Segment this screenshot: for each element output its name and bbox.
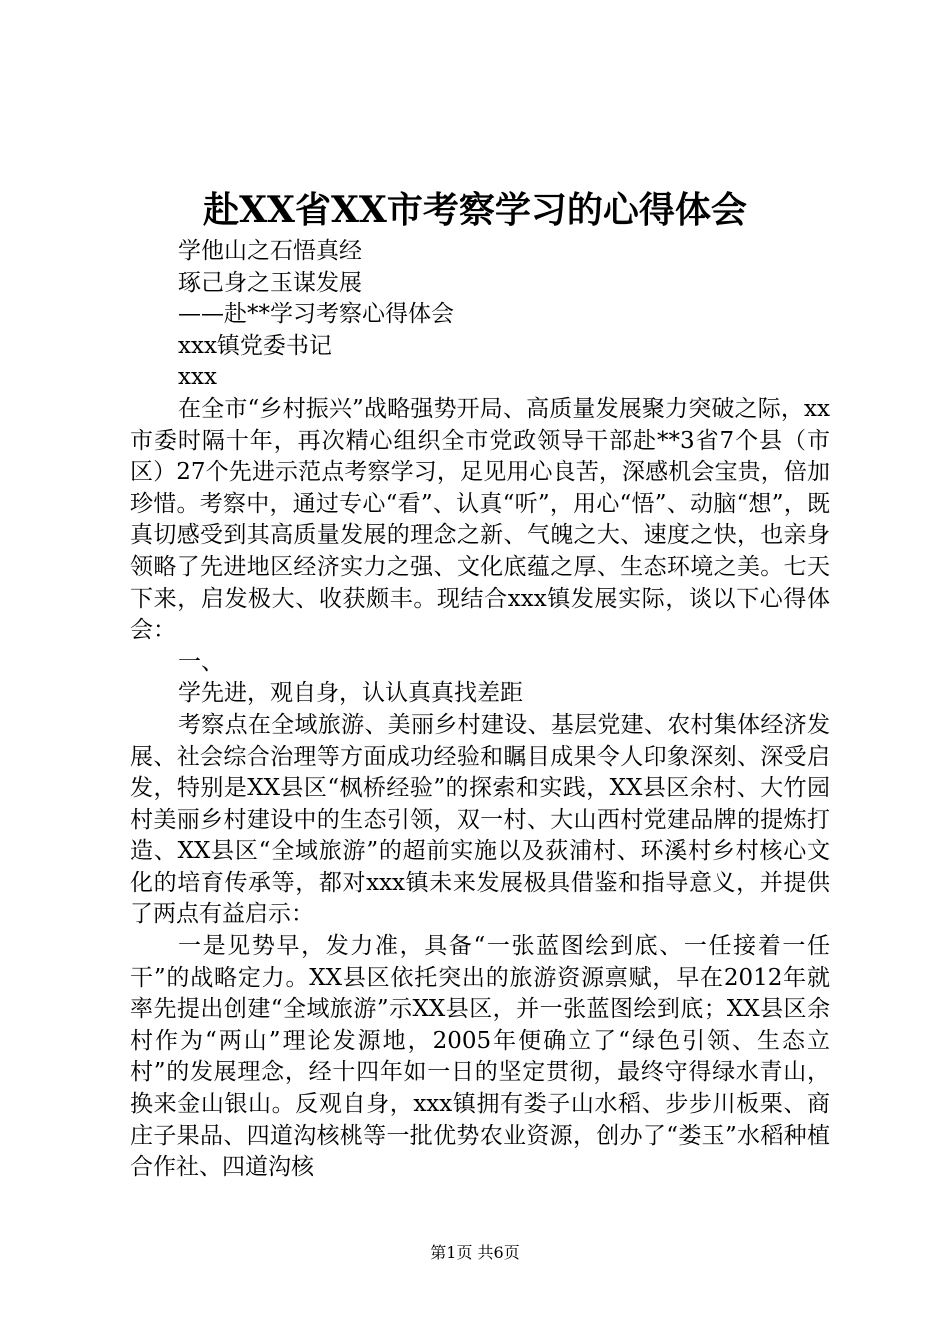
subtitle-line: 琢己身之玉谋发展 [178,269,362,296]
section-heading: 学先进，观自身，认认真真找差距 [178,680,523,707]
body-paragraph: 考察点在全域旅游、美丽乡村建设、基层党建、农村集体经济发展、社会综合治理等方面成功经验和瞩目成果令人印象深刻、深受启发，特别是XX县区“枫桥经验”的探索和实践，XX县区余村、大竹园村美丽乡村建设中的生态引领，双一村、大山西村党建品牌的提炼打造、XX县区“全域旅游”的超前实施以及荻浦村、环溪村乡村核心文化的培育传承等，都对xxx镇未来发展极具借鉴和指导意义，并提供了两点有益启示： [130,711,830,928]
subtitle-line: ——赴**学习考察心得体会 [178,301,454,328]
page-title: 赴XX省XX市考察学习的心得体会 [203,189,747,231]
section-number: 一、 [178,648,224,675]
intro-paragraph: 在全市“乡村振兴”战略强势开局、高质量发展聚力突破之际，xx市委时隔十年，再次精心组织全市党政领导干部赴**3省7个县（市区）27个先进示范点考察学习，足见用心良苦，深感机会宝贵，倍加珍惜。考察中，通过专心“看”、认真“听”，用心“悟”、动脑“想”，既真切感受到其高质量发展的理念之新、气魄之大、速度之快，也亲身领略了先进地区经济实力之强、文化底蕴之厚、生态环境之美。七天下来，启发极大、收获颇丰。现结合xxx镇发展实际，谈以下心得体会： [130,395,830,644]
subtitle-line: 学他山之石悟真经 [178,238,362,264]
author-name: xxx [178,364,217,391]
author-title: xxx镇党委书记 [178,332,332,359]
page-footer: 第1页 共6页 [430,1243,520,1262]
body-paragraph: 一是见势早，发力准，具备“一张蓝图绘到底、一任接着一任干”的战略定力。XX县区依托突出的旅游资源禀赋，早在2012年就率先提出创建“全域旅游”示XX县区，并一张蓝图绘到底；XX县区余村作为“两山”理论发源地，2005年便确立了“绿色引领、生态立村”的发展理念，经十四年如一日的坚定贯彻，最终守得绿水青山，换来金山银山。反观自身，xxx镇拥有娄子山水稻、步步川板栗、商庄子果品、四道沟核桃等一批优势农业资源，创办了“娄玉”水稻种植合作社、四道沟核 [130,933,830,1181]
document-body [130,236,830,1184]
